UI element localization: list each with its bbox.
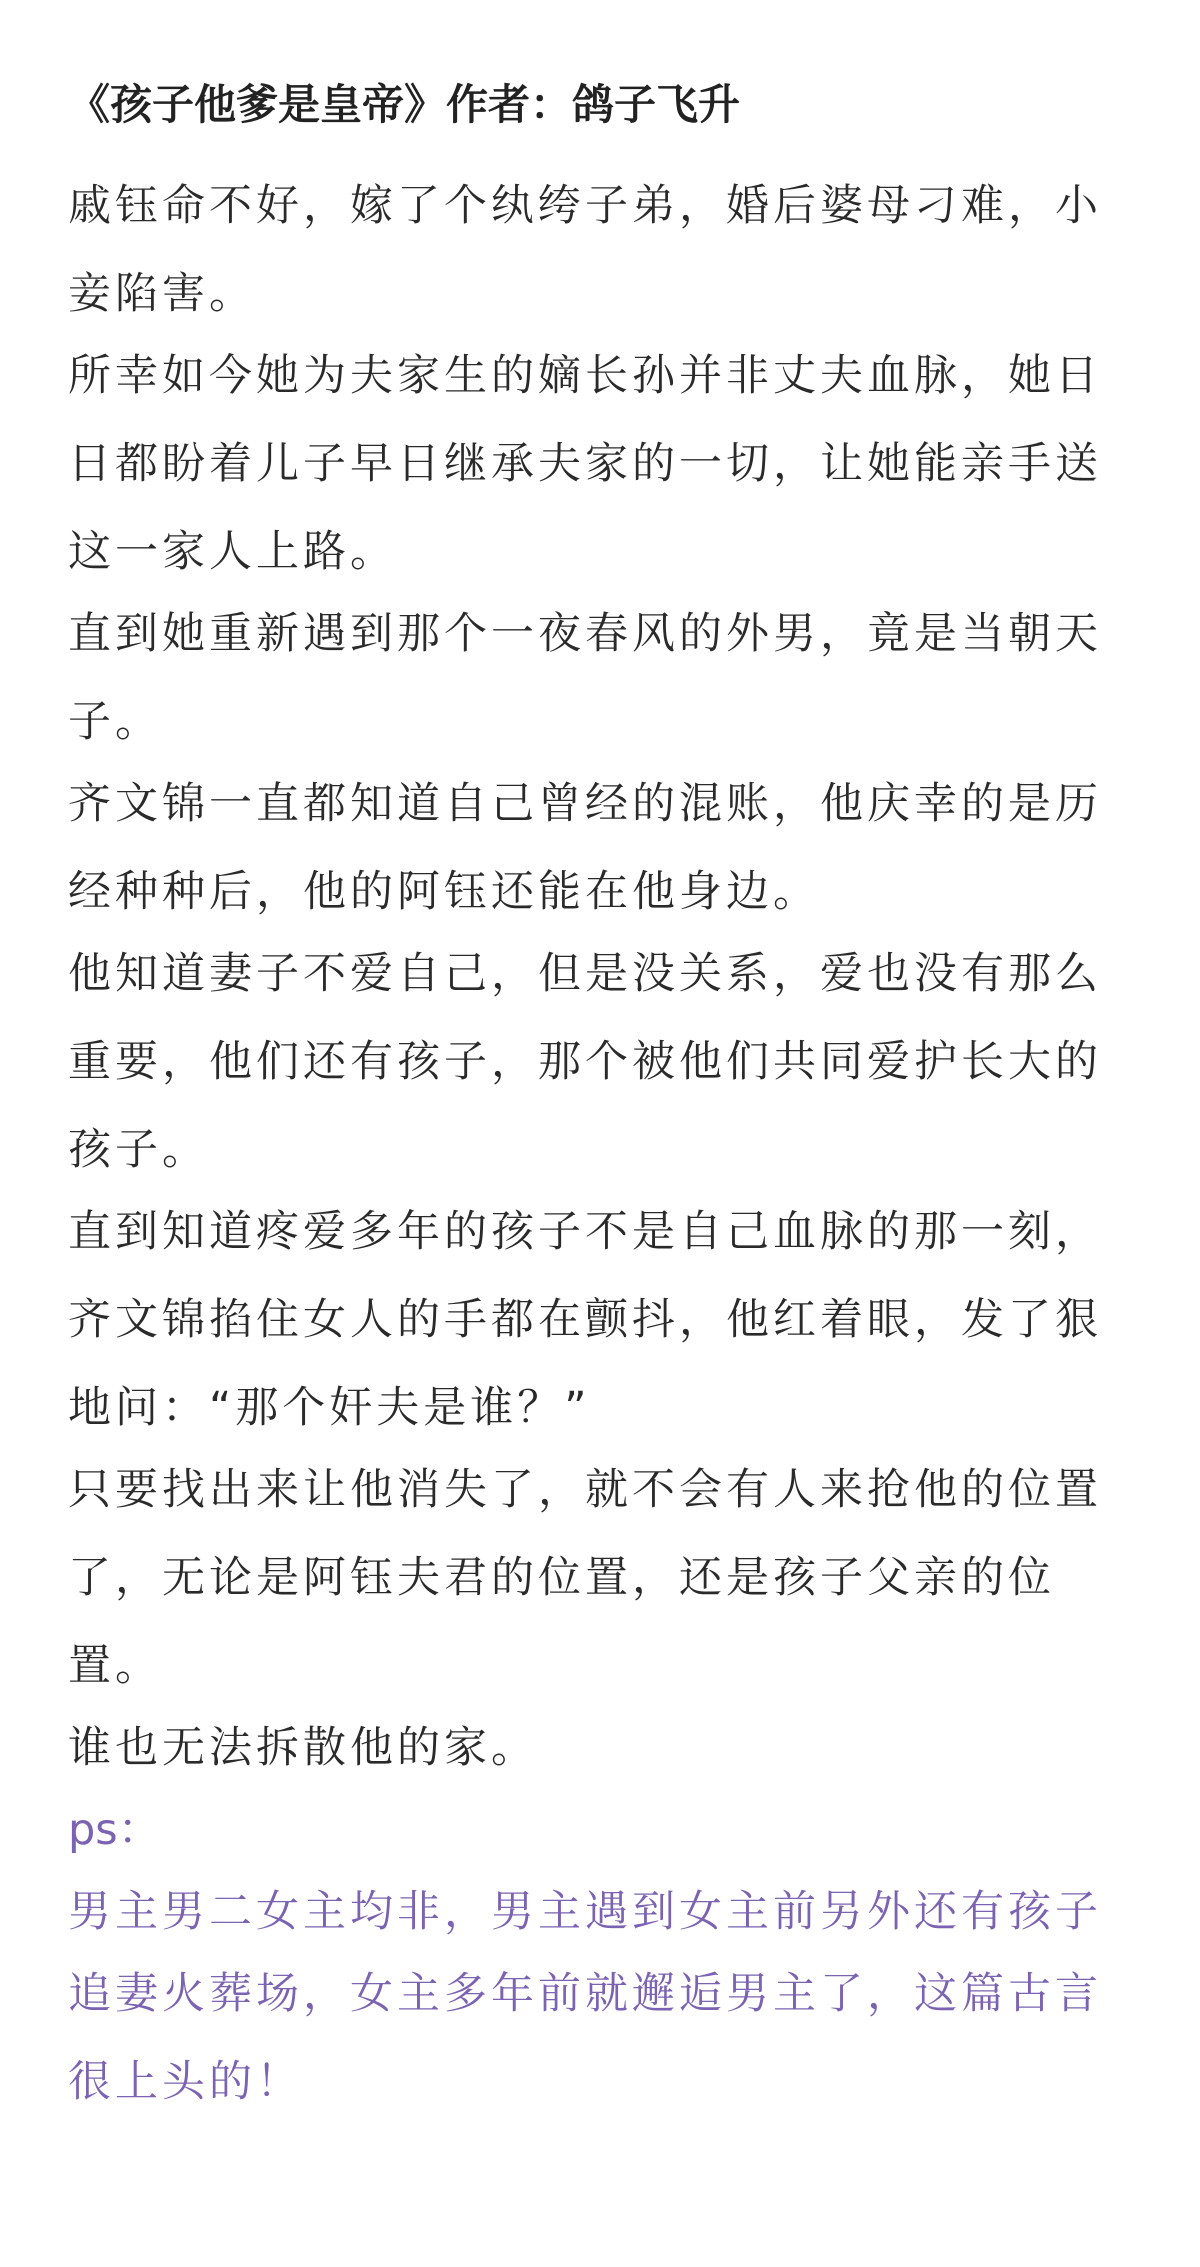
paragraph-6: 直到知道疼爱多年的孩子不是自己血脉的那一刻，齐文锦掐住女人的手都在颤抖，他红着眼，发了狠地问：“那个奸夫是谁？” bbox=[68, 1207, 1102, 1433]
paragraph-8: 谁也无法拆散他的家。 bbox=[68, 1723, 538, 1773]
paragraph-1: 戚钰命不好，嫁了个纨绔子弟，婚后婆母刁难，小妾陷害。 bbox=[68, 181, 1102, 319]
ps-label: ps： bbox=[68, 1805, 161, 1855]
paragraph-7: 只要找出来让他消失了，就不会有人来抢他的位置了，无论是阿钰夫君的位置，还是孩子父亲的位置。 bbox=[68, 1465, 1102, 1691]
paragraph-3: 直到她重新遇到那个一夜春风的外男，竟是当朝天子。 bbox=[68, 609, 1102, 747]
article bbox=[68, 78, 1148, 2126]
post-title: 《孩子他爹是皇帝》作者：鸽子飞升 bbox=[68, 80, 741, 129]
paragraph-2: 所幸如今她为夫家生的嫡长孙并非丈夫血脉，她日日都盼着儿子早日继承夫家的一切，让她能亲手送这一家人上路。 bbox=[68, 351, 1102, 577]
ps-line-2: 追妻火葬场，女主多年前就邂逅男主了，这篇古言很上头的！ bbox=[68, 1969, 1102, 2107]
paragraph-5: 他知道妻子不爱自己，但是没关系，爱也没有那么重要，他们还有孩子，那个被他们共同爱护长大的孩子。 bbox=[68, 949, 1102, 1175]
paragraph-4: 齐文锦一直都知道自己曾经的混账，他庆幸的是历经种种后，他的阿钰还能在他身边。 bbox=[68, 779, 1102, 917]
ps-line-1: 男主男二女主均非，男主遇到女主前另外还有孩子 bbox=[68, 1887, 1102, 1937]
